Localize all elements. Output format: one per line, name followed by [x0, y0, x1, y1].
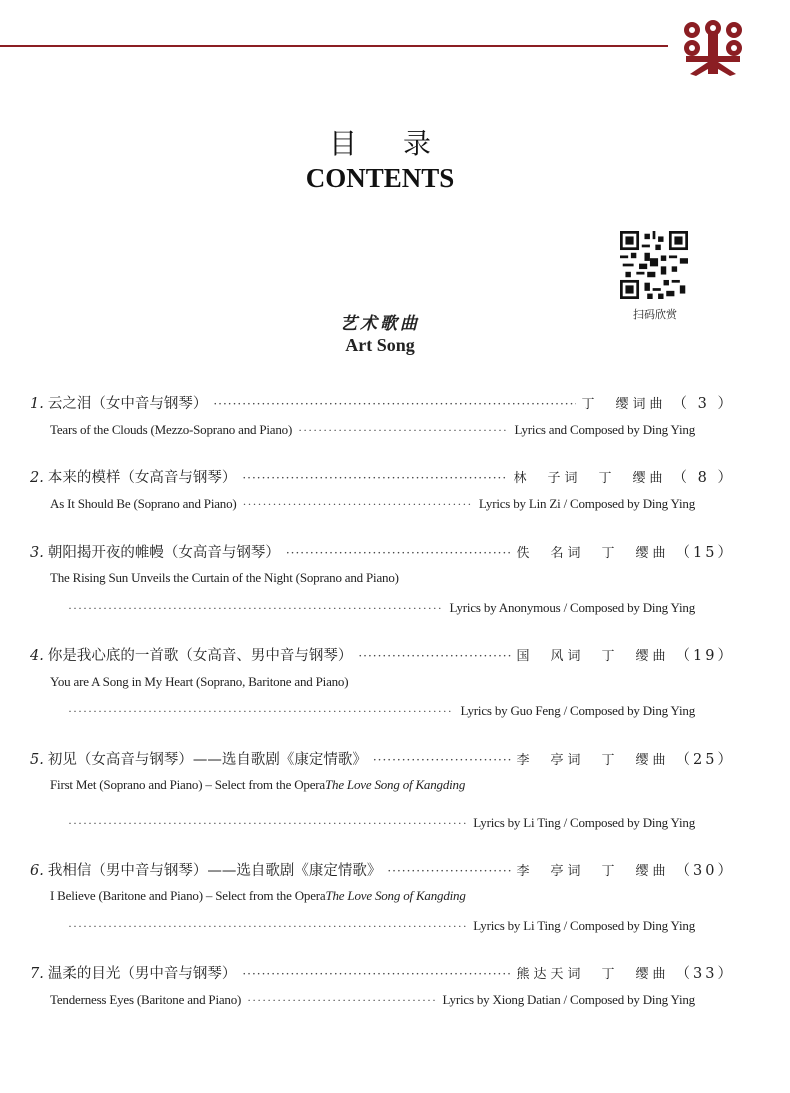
leader-dots — [242, 967, 510, 981]
entry-number: 3. — [30, 545, 44, 561]
entry-credit-en: Lyrics by Xiong Datian / Composed by Ding Ying — [442, 992, 695, 1007]
entry-title-en: Tears of the Clouds (Mezzo-Soprano and Piano) — [50, 422, 293, 437]
qr-caption: 扫码欣赏 — [633, 308, 677, 321]
toc-entry-en — [50, 422, 695, 438]
entry-number: 2. — [30, 470, 44, 486]
entry-title-cn: 初见（女高音与钢琴）——选自歌剧《康定情歌》 — [47, 752, 367, 768]
publisher-logo-icon — [682, 18, 744, 76]
toc-entry-en — [50, 674, 695, 690]
entry-credit-en: Lyrics by Li Ting / Composed by Ding Ying — [473, 918, 695, 933]
leader-dots — [68, 816, 467, 831]
entry-page-number: （30） — [675, 863, 735, 879]
entry-credit-cn: 李 亭词 丁 缨曲 — [516, 753, 670, 768]
entry-number: 4. — [30, 648, 44, 664]
toc-entry-en-continued — [62, 918, 695, 934]
entry-page-number: （ 8 ） — [672, 470, 735, 486]
entry-page-number: （33） — [675, 966, 735, 982]
leader-dots — [242, 471, 507, 485]
entry-title-en: First Met (Soprano and Piano) – Select from the Opera — [50, 777, 325, 792]
leader-dots — [387, 864, 510, 878]
toc-entry-en-continued — [62, 600, 695, 616]
entry-title-cn: 我相信（男中音与钢琴）——选自歌剧《康定情歌》 — [47, 863, 382, 879]
header-rule — [0, 45, 668, 47]
toc-entry-en-continued — [62, 703, 695, 719]
leader-dots — [243, 497, 473, 512]
page-title-en: CONTENTS — [305, 163, 455, 193]
entry-credit-cn: 佚 名词 丁 缨曲 — [516, 546, 670, 561]
leader-dots — [373, 753, 511, 767]
entry-credit-cn: 李 亭词 丁 缨曲 — [516, 864, 670, 879]
leader-dots — [358, 649, 510, 663]
leader-dots — [68, 704, 454, 719]
toc-entry-en — [50, 777, 695, 793]
entry-title-cn: 朝阳揭开夜的帷幔（女高音与钢琴） — [47, 545, 280, 561]
toc-entry[interactable] — [30, 644, 735, 665]
entry-title-cn: 本来的模样（女高音与钢琴） — [47, 470, 237, 486]
entry-page-number: （15） — [675, 545, 735, 561]
entry-title-en: Tenderness Eyes (Baritone and Piano) — [50, 992, 242, 1007]
toc-entry[interactable] — [30, 541, 735, 562]
section-title-cn: 艺术歌曲 — [340, 314, 420, 334]
entry-page-number: （19） — [675, 648, 735, 664]
leader-dots — [298, 423, 508, 438]
entry-credit-cn: 林 子词 丁 缨曲 — [513, 471, 667, 486]
entry-credit-en: Lyrics by Guo Feng / Composed by Ding Ying — [460, 703, 695, 718]
opera-title: The Love Song of Kangding — [324, 777, 466, 792]
leader-dots — [213, 397, 575, 411]
entry-credit-en: Lyrics by Li Ting / Composed by Ding Ying — [473, 815, 695, 830]
opera-title: The Love Song of Kangding — [325, 888, 466, 903]
leader-dots — [247, 993, 436, 1008]
entry-number: 1. — [30, 396, 44, 412]
entry-title-en: I Believe (Baritone and Piano) – Select from the Opera — [50, 888, 326, 903]
toc-entry[interactable] — [30, 962, 735, 983]
entry-title-en: The Rising Sun Unveils the Curtain of the Night (Soprano and Piano) — [50, 570, 399, 585]
entry-title-cn: 云之泪（女中音与钢琴） — [47, 396, 208, 412]
entry-number: 6. — [30, 863, 44, 879]
leader-dots — [68, 919, 467, 934]
toc-entry-en — [50, 888, 695, 904]
entry-title-cn: 温柔的目光（男中音与钢琴） — [47, 966, 237, 982]
toc-entry[interactable] — [30, 466, 735, 487]
entry-title-en: As It Should Be (Soprano and Piano) — [50, 496, 237, 511]
entry-credit-cn: 国 风词 丁 缨曲 — [516, 649, 670, 664]
entry-number: 5. — [30, 752, 44, 768]
entry-page-number: （ 3 ） — [672, 396, 735, 412]
toc-entry[interactable] — [30, 392, 735, 413]
toc-entry-en — [50, 496, 695, 512]
entry-credit-en: Lyrics by Anonymous / Composed by Ding Ying — [449, 600, 695, 615]
toc-entry[interactable] — [30, 748, 735, 769]
entry-title-en: You are A Song in My Heart (Soprano, Baritone and Piano) — [50, 674, 349, 689]
entry-title-cn: 你是我心底的一首歌（女高音、男中音与钢琴） — [47, 648, 353, 664]
entry-page-number: （25） — [675, 752, 735, 768]
toc-entry[interactable] — [30, 859, 735, 880]
entry-credit-en: Lyrics and Composed by Ding Ying — [514, 422, 695, 437]
page-title-cn: 目录 — [328, 127, 477, 160]
entry-number: 7. — [30, 966, 44, 982]
entry-credit-cn: 丁 缨词曲 — [581, 397, 667, 412]
qr-code-icon[interactable] — [620, 231, 688, 299]
entry-credit-en: Lyrics by Lin Zi / Composed by Ding Ying — [478, 496, 695, 511]
section-title-en: Art Song — [345, 335, 415, 355]
entry-credit-cn: 熊达天词 丁 缨曲 — [516, 967, 670, 982]
toc-entry-en — [50, 570, 695, 586]
toc-entry-en — [50, 992, 695, 1008]
leader-dots — [68, 601, 443, 616]
toc-entry-en-continued — [62, 815, 695, 831]
leader-dots — [286, 546, 511, 560]
